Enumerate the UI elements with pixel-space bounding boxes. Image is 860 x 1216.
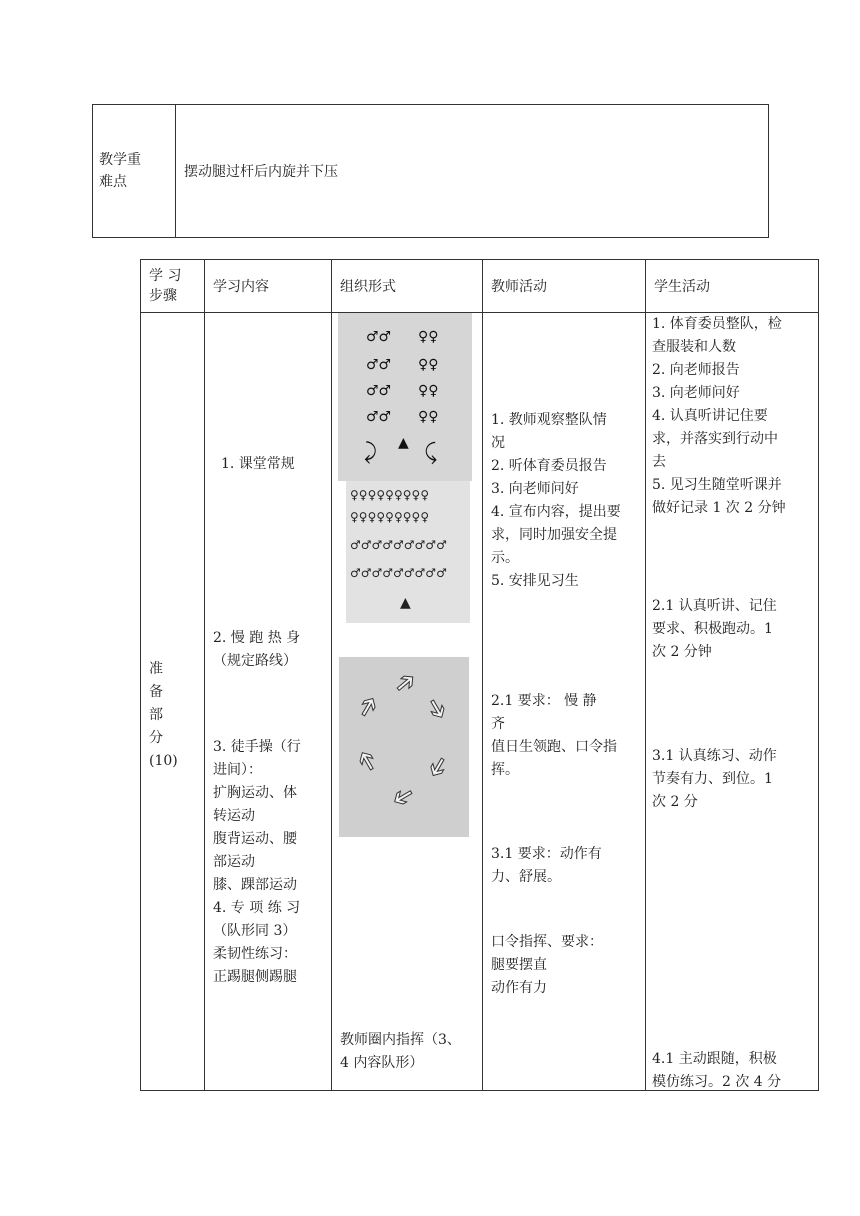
girls-row-2: ♀♀ (418, 357, 439, 373)
boys-row-1: ♂♂ (366, 329, 392, 345)
boys-line-2: ♂♂♂♂♂♂♂♂♂ (350, 566, 447, 580)
girls-row-4: ♀♀ (418, 409, 439, 425)
student-activity-3: 3.1 认真练习、动作 节奏有力、到位。1 次 2 分 (652, 748, 777, 810)
arrow-icon-3: ➔ (419, 750, 457, 784)
teacher-cell (483, 313, 646, 1091)
header-teacher: 教师活动 (483, 260, 646, 313)
focus-content: 摆动腿过杆后内旋并下压 (176, 105, 769, 238)
boys-row-4: ♂♂ (366, 409, 392, 425)
header-organization: 组织形式 (332, 260, 483, 313)
focus-label: 教学重 难点 (93, 105, 176, 238)
turn-right-icon: ⤹ (424, 440, 438, 465)
arrow-icon-4: ➔ (386, 778, 420, 816)
girls-row-3: ♀♀ (418, 383, 439, 399)
arrow-icon-6: ➔ (349, 690, 387, 724)
teacher-activity-4: 口令指挥、要求： 腿要摆直 动作有力 (491, 934, 603, 996)
step-cell (141, 313, 205, 1091)
formation-photo-1 (338, 313, 472, 481)
girls-line-1: ♀♀♀♀♀♀♀♀♀ (350, 488, 430, 502)
girls-line-2: ♀♀♀♀♀♀♀♀♀ (350, 510, 430, 524)
teacher-marker-2: ▲ (400, 595, 411, 611)
girls-row-1: ♀♀ (418, 329, 439, 345)
formation-diagram-2 (346, 481, 470, 623)
content-routine: 1. 课堂常规 (221, 456, 295, 472)
circle-formation-photo (339, 657, 469, 837)
student-cell (646, 313, 819, 1091)
header-content: 学习内容 (205, 260, 332, 313)
lesson-plan-table (140, 259, 819, 1091)
focus-table (92, 104, 769, 238)
turn-left-icon: ⤸ (364, 440, 378, 465)
teacher-activity-2: 2.1 要求： 慢 静 齐 值日生领跑、口令指 挥。 (491, 693, 617, 778)
organization-note: 教师圈内指挥（3、 4 内容队形） (340, 1032, 461, 1071)
arrow-icon-2: ➔ (418, 692, 456, 726)
content-exercise: 3. 徒手操（行 进间）： 扩胸运动、体 转运动 腹背运动、腰 部运动 膝、踝部运动 4. 专 项 练 习 （队形同 3） 柔韧性练习： 正踢腿侧踢腿 (213, 739, 301, 985)
arrow-icon-1: ➔ (387, 664, 424, 702)
boys-row-3: ♂♂ (366, 383, 392, 399)
teacher-marker-1: ▲ (398, 435, 409, 451)
student-activity-4: 4.1 主动跟随，积极 模仿练习。2 次 4 分 (652, 1051, 782, 1090)
circle-diagram (339, 657, 469, 837)
student-activity-2: 2.1 认真听讲、记住 要求、积极跑动。1 次 2 分钟 (652, 598, 777, 660)
header-step: 学 习 步骤 (141, 260, 205, 313)
formation-diagram-1 (338, 313, 472, 481)
teacher-activity-3: 3.1 要求：动作有 力、舒展。 (491, 846, 602, 885)
content-warmup: 2. 慢 跑 热 身 （规定路线） (213, 630, 301, 669)
organization-cell (332, 313, 483, 1091)
prep-row (141, 313, 819, 1091)
header-row (141, 260, 819, 313)
teacher-activity-1: 1. 教师观察整队情 况 2. 听体育委员报告 3. 向老师问好 4. 宣布内容，提出要 求，同时加强安全提 示。 5. 安排见习生 (491, 412, 621, 589)
student-activity-1: 1. 体育委员整队，检 查服装和人数 2. 向老师报告 3. 向老师问好 4. 认真听讲记住要 求，并落实到行动中 去 5. 见习生随堂听课并 做好记录 1 次 2 分钟 (652, 316, 786, 516)
step-label: 准 备 部 分 (10) (149, 661, 178, 769)
header-student: 学生活动 (646, 260, 819, 313)
arrow-icon-5: ➔ (348, 744, 386, 778)
boys-line-1: ♂♂♂♂♂♂♂♂♂ (350, 538, 447, 552)
content-cell (205, 313, 332, 1091)
boys-row-2: ♂♂ (366, 357, 392, 373)
formation-photo-2 (346, 481, 470, 623)
